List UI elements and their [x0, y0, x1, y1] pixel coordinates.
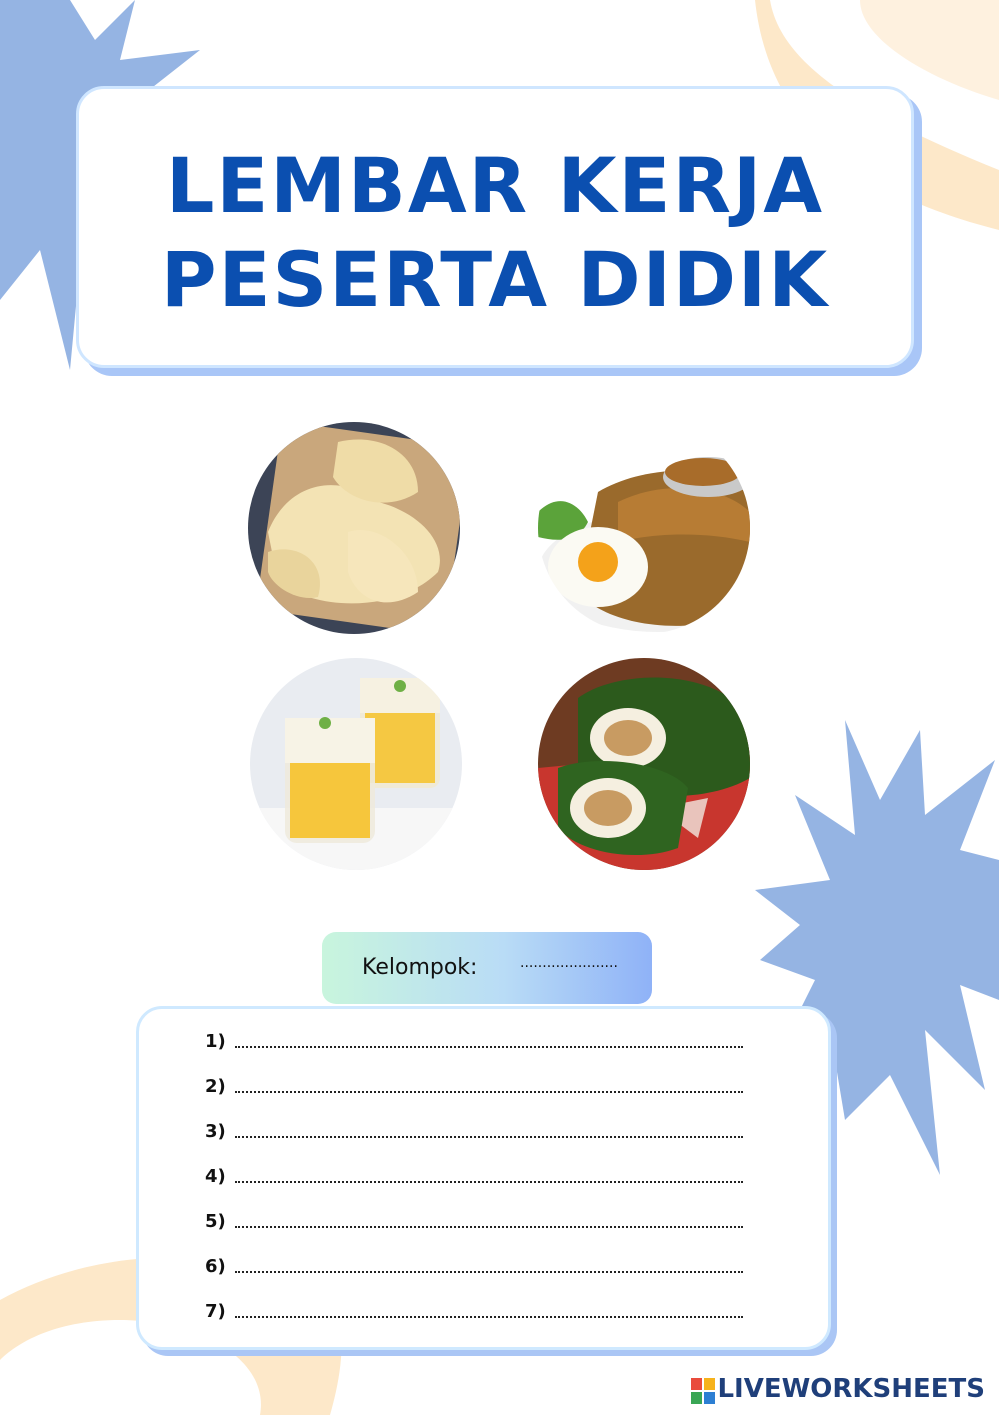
member-number: 2): [205, 1076, 226, 1097]
peach-arc-top-right-2: [860, 0, 999, 100]
group-blank[interactable]: ......................: [520, 955, 618, 971]
answer-line[interactable]: [235, 1171, 743, 1183]
member-row[interactable]: [205, 1076, 743, 1106]
title-line-1: LEMBAR KERJA: [165, 141, 825, 230]
member-row[interactable]: [205, 1256, 743, 1286]
member-list-card: [136, 1006, 831, 1350]
answer-line[interactable]: [235, 1306, 743, 1318]
food-image-rempeyek: [248, 422, 460, 634]
member-row[interactable]: [205, 1301, 743, 1331]
answer-line[interactable]: [235, 1216, 743, 1228]
food-image-lemper: [538, 658, 750, 870]
member-number: 5): [205, 1211, 226, 1232]
answer-line[interactable]: [235, 1261, 743, 1273]
group-tab: [322, 932, 652, 1004]
food-image-corn-cheese: [250, 658, 462, 870]
member-row[interactable]: [205, 1166, 743, 1196]
group-label: Kelompok:: [362, 955, 478, 980]
food-image-fried-rice: [538, 422, 750, 634]
title-line-2: PESERTA DIDIK: [160, 235, 830, 324]
answer-line[interactable]: [235, 1126, 743, 1138]
member-number: 6): [205, 1256, 226, 1277]
member-number: 4): [205, 1166, 226, 1187]
member-number: 1): [205, 1031, 226, 1052]
liveworksheets-logo-icon: [691, 1378, 715, 1404]
member-row[interactable]: [205, 1211, 743, 1241]
answer-line[interactable]: [235, 1036, 743, 1048]
member-number: 3): [205, 1121, 226, 1142]
title-card: [76, 86, 914, 368]
member-row[interactable]: [205, 1031, 743, 1061]
brand-text: LIVEWORKSHEETS: [717, 1374, 985, 1404]
answer-line[interactable]: [235, 1081, 743, 1093]
member-number: 7): [205, 1301, 226, 1322]
member-row[interactable]: [205, 1121, 743, 1151]
